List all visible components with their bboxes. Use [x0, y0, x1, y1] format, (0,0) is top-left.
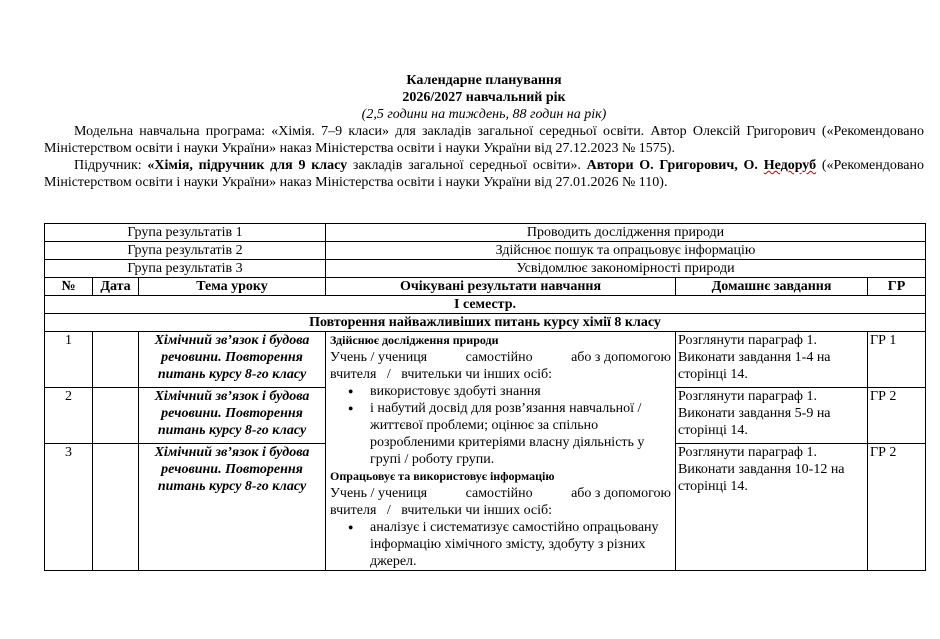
list-item: ● і набутий досвід для розв’язання навчальної / життєвої проблеми; оцінює за спільно розробленими критеріями власну діяльність у групі / роботу групи. — [370, 400, 671, 468]
col-homework: Домашнє завдання — [676, 278, 868, 296]
semester-row — [45, 296, 926, 314]
row-gr: ГР 1 — [868, 332, 926, 388]
col-num: № — [45, 278, 93, 296]
semester-label: І семестр. — [45, 296, 926, 314]
results-list-2 — [330, 519, 671, 570]
table-row — [45, 332, 926, 388]
school-year: 2026/2027 навчальний рік — [402, 90, 566, 105]
section-title: Повторення найважливіших питань курсу хімії 8 класу — [45, 314, 926, 332]
textbook-author-misspelled: Недоруб — [763, 158, 817, 173]
group-row-2 — [45, 242, 926, 260]
column-header-row — [45, 278, 926, 296]
row-topic: Хімічний зв’язок і будова речовини. Повторення питань курсу 8-го класу — [139, 388, 326, 444]
textbook-prefix: Підручник: — [74, 158, 148, 173]
section-row — [45, 314, 926, 332]
document-title: Календарне планування — [406, 73, 562, 88]
group-row-3 — [45, 260, 926, 278]
row-gr: ГР 2 — [868, 388, 926, 444]
document-header — [44, 72, 924, 191]
col-results: Очікувані результати навчання — [326, 278, 676, 296]
row-homework: Розглянути параграф 1. Виконати завдання 1-4 на сторінці 14. — [676, 332, 868, 388]
list-item: ● аналізує і систематизує самостійно опрацьовану інформацію хімічного змісту, здобуту з різних джерел. — [370, 519, 671, 570]
calendar-plan-table — [44, 223, 926, 571]
learner-1b: самостійно — [465, 350, 533, 365]
program-text: Модельна навчальна програма: «Хімія. 7–9 класи» для закладів загальної середньої освіти. Автор Олексій Григорович («Рекомендовано Міністерством освіти і науки України» наказ Міністерства освіти і науки України від 27.12.2023 № 1575). — [44, 124, 924, 156]
row-date — [93, 388, 139, 444]
learner-2a: Учень / учениця — [330, 486, 428, 501]
row-num: 1 — [45, 332, 93, 388]
textbook-suffix: («Рекомендовано Міністерством освіти і науки України» наказ Міністерства освіти і науки України від 27.01.2026 № 110). — [44, 158, 925, 190]
col-gr: ГР — [868, 278, 926, 296]
hours-subtitle: (2,5 години на тиждень, 88 годин на рік) — [361, 107, 607, 122]
group-label-3: Група результатів 3 — [45, 260, 326, 278]
row-gr: ГР 2 — [868, 444, 926, 571]
group-value-3: Усвідомлює закономірності природи — [326, 260, 926, 278]
row-num: 2 — [45, 388, 93, 444]
learner-1a: Учень / учениця — [330, 350, 428, 365]
program-paragraph — [44, 123, 924, 157]
learner-2c: або з допомогою — [571, 486, 672, 501]
row-topic: Хімічний зв’язок і будова речовини. Повторення питань курсу 8-го класу — [139, 332, 326, 388]
col-date: Дата — [93, 278, 139, 296]
group-row-1 — [45, 224, 926, 242]
row-num: 3 — [45, 444, 93, 571]
group-label-2: Група результатів 2 — [45, 242, 326, 260]
learner-2b: самостійно — [465, 486, 533, 501]
row-date — [93, 444, 139, 571]
results-list-1 — [330, 383, 671, 468]
learner-line-1-cont: вчителя / вчительки чи інших осіб: — [330, 367, 553, 382]
expected-results — [326, 332, 676, 571]
textbook-title: «Хімія, підручник для 9 класу — [147, 158, 348, 173]
row-homework: Розглянути параграф 1. Виконати завдання 10-12 на сторінці 14. — [676, 444, 868, 571]
results-head-2: Опрацьовує та використовує інформацію — [330, 469, 555, 483]
learner-line-2 — [330, 485, 671, 502]
results-head-1: Здійснює дослідження природи — [330, 333, 499, 347]
textbook-paragraph — [44, 157, 924, 191]
textbook-authors: Автори О. Григорович, О. — [586, 158, 764, 173]
group-label-1: Група результатів 1 — [45, 224, 326, 242]
list-item: ● використовує здобуті знання — [370, 383, 671, 400]
col-topic: Тема уроку — [139, 278, 326, 296]
group-value-2: Здійснює пошук та опрацьовує інформацію — [326, 242, 926, 260]
learner-1c: або з допомогою — [571, 350, 672, 365]
learner-line-1 — [330, 349, 671, 366]
group-value-1: Проводить дослідження природи — [326, 224, 926, 242]
row-homework: Розглянути параграф 1. Виконати завдання 5-9 на сторінці 14. — [676, 388, 868, 444]
row-topic: Хімічний зв’язок і будова речовини. Повторення питань курсу 8-го класу — [139, 444, 326, 571]
row-date — [93, 332, 139, 388]
learner-line-2-cont: вчителя / вчительки чи інших осіб: — [330, 503, 553, 518]
textbook-middle: закладів загальної середньої освіти». — [347, 158, 587, 173]
